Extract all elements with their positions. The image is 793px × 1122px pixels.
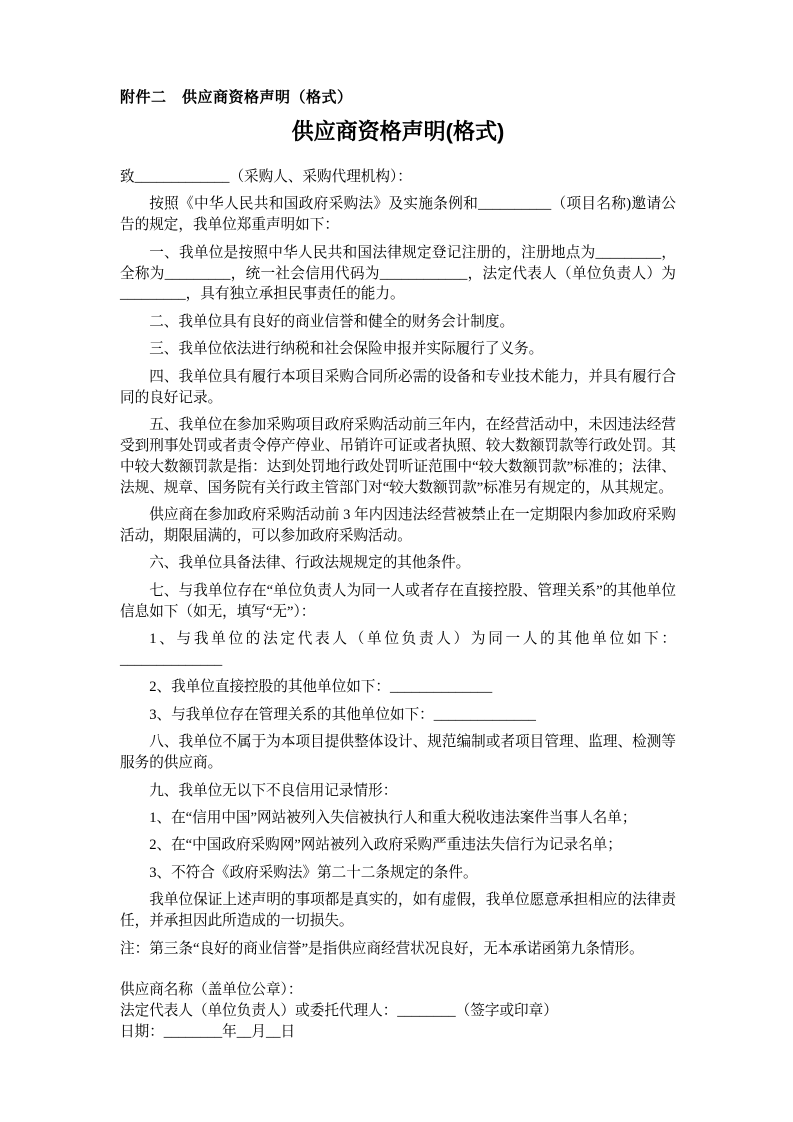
salutation-line: 致_____________（采购人、采购代理机构）： <box>120 168 412 185</box>
clause-9-sub-3: 3、不符合《政府采购法》第二十二条规定的条件。 <box>149 864 478 881</box>
signature-supplier-name: 供应商名称（盖单位公章）： <box>120 982 303 999</box>
signature-date: 日期：________年__月__日 <box>120 1024 296 1041</box>
clause-2: 二、我单位具有良好的商业信誉和健全的财务会计制度。 <box>149 313 515 330</box>
attachment-label: 附件二 供应商资格声明（格式） <box>120 89 353 106</box>
signature-legal-rep: 法定代表人（单位负责人）或委托代理人：________（签字或印章） <box>120 1003 558 1020</box>
clause-7-sub-1: 1、与我单位的法定代表人（单位负责人）为同一人的其他单位如下：______________ <box>120 631 676 669</box>
clause-7-sub-3: 3、与我单位存在管理关系的其他单位如下：______________ <box>149 706 536 723</box>
clause-7-sub-2: 2、我单位直接控股的其他单位如下：______________ <box>149 679 493 696</box>
note-line: 注：第三条“良好的商业信誉”是指供应商经营状况良好，无本承诺函第九条情形。 <box>120 940 644 957</box>
clause-9-sub-2: 2、在“中国政府采购网”网站被列入政府采购严重违法失信行为记录名单； <box>149 837 622 854</box>
clause-8: 八、我单位不属于为本项目提供整体设计、规范编制或者项目管理、监理、检测等服务的供应商。 <box>120 734 676 772</box>
clause-7: 七、与我单位存在“单位负责人为同一人或者存在直接控股、管理关系”的其他单位信息如下（如无，填写“无”）： <box>120 582 676 620</box>
intro-paragraph: 按照《中华人民共和国政府采购法》及实施条例和__________（项目名称)邀请公告的规定，我单位郑重声明如下： <box>120 196 676 234</box>
clause-1: 一、我单位是按照中华人民共和国法律规定登记注册的，注册地点为_________，全称为_________，统一社会信用代码为____________，法定代表人（单位负责人）为_________，具有独立承担民事责任的能力。 <box>120 244 676 303</box>
clause-3: 三、我单位依法进行纳税和社会保险申报并实际履行了义务。 <box>149 341 544 358</box>
clause-4: 四、我单位具有履行本项目采购合同所必需的设备和专业技术能力，并具有履行合同的良好记录。 <box>120 368 676 406</box>
clause-9-sub-1: 1、在“信用中国”网站被列入失信被执行人和重大税收违法案件当事人名单； <box>149 809 637 826</box>
signature-block <box>120 980 676 1043</box>
clause-5-continuation: 供应商在参加政府采购活动前 3 年内因违法经营被禁止在一定期限内参加政府采购活动，期限届满的，可以参加政府采购活动。 <box>120 507 676 544</box>
clause-5: 五、我单位在参加采购项目政府采购活动前三年内，在经营活动中，未因违法经营受到刑事处罚或者责令停产停业、吊销许可证或者执照、较大数额罚款等行政处罚。其中较大数额罚款是指：达到处罚地行政处罚听证范围中“较大数额罚款”标准的；法律、法规、规章、国务院有关行政主管部门对“较大数额罚款”标准另有规定的，从其规定。 <box>120 416 676 496</box>
guarantee-paragraph: 我单位保证上述声明的事项都是真实的，如有虚假，我单位愿意承担相应的法律责任，并承担因此所造成的一切损失。 <box>120 892 676 930</box>
clause-9: 九、我单位无以下不良信用记录情形： <box>149 782 398 799</box>
document-title: 供应商资格声明(格式) <box>291 118 505 144</box>
clause-6: 六、我单位具备法律、行政法规规定的其他条件。 <box>149 555 471 572</box>
